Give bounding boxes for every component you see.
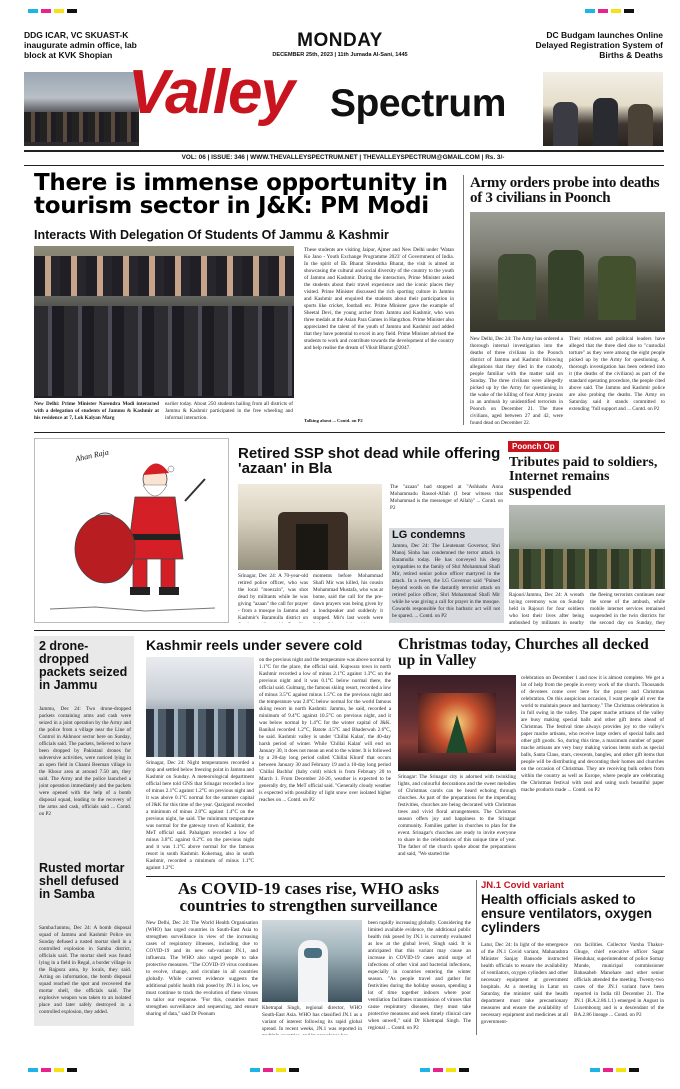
covid-caption: Khetrapal Singh, regional director, WHO South-East Asia. WHO has classified JN.1 as a variant of interest following its rapid global spread. In recent weeks, JN.1 was reported in bbox=[262, 1005, 362, 1033]
masthead-title-spectrum: Spectrum bbox=[330, 82, 506, 125]
cold-text-1: Srinagar, Dec 24: Night temperatures recorded a drop and settled below freezing point in Jammu and Kashmir on Sunday. A meteorological department official here told GNS that Srinagar recorded a low of minus 2.1°C against 1.2°C on previous night and it was above 0.1°C normal for the summer capital of J&K for this time of the year. Qazigund recorded a minimum of minus 2.0°C against 1.4°C on the previous night, he said. The minimum temperature was normal for the gateway town of Kashmir, the MeT official said. Pahalgam recorded a low of minus 3.8°C against 0.2°C on the previous night and it was 1.1°C above normal for the famous resort in south Kashmir. Kokernag, also in south Kashmir, recorded a minimum of minus 1.1°C against 1.2°C bbox=[146, 760, 254, 872]
color-registration-bar bbox=[590, 1068, 639, 1072]
color-registration-bar bbox=[250, 1068, 299, 1072]
masthead-date: DECEMBER 25th, 2023 | 11th Jumada Al-Sani, 1445 bbox=[272, 52, 408, 58]
cold-weather-photo bbox=[146, 657, 254, 757]
tributes-headline[interactable]: Tributes paid to soldiers, Internet remains suspended bbox=[509, 455, 658, 499]
column-divider bbox=[463, 175, 464, 425]
ssp-mosque-photo bbox=[238, 484, 382, 570]
masthead-rule bbox=[24, 165, 664, 166]
jn1-headline[interactable]: Health officials asked to ensure ventilators, oxygen cylinders bbox=[481, 892, 653, 936]
cold-text-2: on the previous night and the temperature was above normal by 1.1°C for the place, the official said. Kupwara town in north Kashmir recorded a low of minus 2.1°C against 1.3°C on the previous night and it was 0.1°C below normal there, the official said. Gulmarg, the famous skiing resort, recorded a low of minus 3.5°C against minus 1.5°C on the previous night and the temperature was 2.0°C below normal for the world famous skiing resort in north Kashmir. Jammu, he said, recorded a minimum of 9.4°C against 10.5°C on previous night, and it was below normal by 1.4°C for the winter capital of J&K. Banihal recorded 1.2°C, Batote 4.5°C and Bhaderwah 2.6°C, he said. Kashmir valley is under 'Chillai Kalan', the 40-day harsh period of winter. While 'Chillai Kalan' will end on January 30, it does not mean an end to the winter. It is followed by a 20-day long period called 'Chillai Khurd' that occurs between January 30 and February 19 and a 10-day long period 'Chillai Bachha' (baby cold) which is from February 20 to March 1. From December 24-26, weather is expected to be generally dry, the MeT official said. "Generally cloudy weather is expected with possibility of light snow over isolated higher reaches on ... Contd. on P2 bbox=[259, 657, 391, 804]
pm-modi-students-photo bbox=[34, 246, 294, 398]
lead-text-1: earlier today. About 250 students hailing from all districts of Jammu & Kashmir participated in the free wheeling and informal interaction. bbox=[165, 401, 293, 422]
covid-testing-photo bbox=[262, 920, 362, 1002]
lg-condemns-text: Jammu, Dec 24: The Lieutenant Governor, Shri Manoj Sinha has condemned the terror attack in Baramulla today. He has conveyed his deep sympathies to the family of Shri Mohammad Shafi Mir, retired senior police officer martyred in the attack. In a tweet, the LG Governor said "Pained beyond words on the dastardly terrorist attack on retired police officer, Shri Mohammad Shafi Mir while he was giving a call for prayer in the mosque. Cowards responsible for this barbaric act will not be spared. ... Contd. on P2 bbox=[392, 543, 500, 620]
wreath-ceremony-photo bbox=[509, 505, 665, 589]
column-divider bbox=[476, 880, 477, 1035]
lg-condemns-headline[interactable]: LG condemns bbox=[392, 529, 466, 541]
right-teaser[interactable]: DC Budgam launches Online Delayed Registration System of Births & Deaths bbox=[535, 30, 663, 61]
christmas-headline[interactable]: Christmas today, Churches all decked up in Valley bbox=[398, 636, 649, 669]
jn1-text-2: run facilities. Collector Varsha Thakur-Ghuge, chief executive officer Sagar Hendukar, superintendent of police Somay Munde, municipal commissioner Babasaheb Manohare and other senior officials attended the meeting. Twenty-two cases of the JN.1 variant have been reported in India till December 21. The JN.1 (B.A.2.86.1.1) emerged in August in Luxembourg and is a descendant of the BA.2.86 lineage ... Contd. on P2 bbox=[574, 942, 664, 1019]
cold-headline[interactable]: Kashmir reels under severe cold bbox=[146, 637, 363, 653]
masthead-info-bar[interactable]: VOL: 06 | ISSUE: 346 | WWW.THEVALLEYSPECTRUM.NET | THEVALLEYSPECTRUM@GMAIL.COM | Rs. 3/- bbox=[181, 154, 505, 161]
church-decorations-photo bbox=[398, 675, 516, 771]
santa-cartoon-illustration bbox=[35, 439, 230, 624]
covid-text-1: New Delhi, Dec 24: The World Health Organisation (WHO) has urged countries in South-East Asia to strengthen surveillance in view of the increasing cases of respiratory illnesses, including due to COVID-19 and its new sub-variant JN.1, and influenza. The WHO also urged people to take protective measures. "The COVID-19 virus continues to evolve, change, and circulate in all countries globally. While current evidence suggests the additional public health risk posed by JN.1 is low, we must continue to track the evolution of these viruses to tailor our response. "For this, countries must strengthen surveillance and sequencing, and ensure sharing of data," said Dr Poonam bbox=[146, 920, 258, 1018]
color-registration-bar bbox=[28, 9, 77, 13]
ssp-text-3: The "azaan" had stopped at "Ashhadu Anna Mohammadu Rasool-Allah (I bear witness that Mohammad is the messenger of Allah)" ... Contd. on P2 bbox=[390, 484, 503, 512]
lead-subhead: Interacts With Delegation Of Students Of Jammu & Kashmir bbox=[34, 228, 389, 242]
tributes-kicker: Poonch Op bbox=[508, 441, 559, 452]
dc-budgam-photo bbox=[543, 72, 663, 146]
cartoon-panel bbox=[34, 438, 229, 623]
covid-text-2: been rapidly increasing globally. Considering the limited available evidence, the additional public health risk posed by JN.1 is currently evaluated as low at the global level, Singh said. It is anticipated that this variant may cause an increase in COVID-19 cases amid surge of infections of other viral and bacterial infections, especially in countries entering the winter season. "As people travel and gather for festivities during the holiday season, spending a lot of time together indoors where poor ventilation facilitates transmission of viruses that cause respiratory diseases, they must take protective measures and seek timely clinical care when unwell," said Dr Khetrapal Singh. The regional ... Contd. on P2 bbox=[368, 920, 471, 1032]
christmas-text-2: celebration on December 1 and now it is almost complete. We get a lot of help from the people in every work of the church. Thousands of devotees come over here for the prayer and Christmas celebration. On this auspicious occasion, I want people all over the world to maintain peace and harmony." The Christmas celebration is in full swing in the valley. The paper mache artisans of the valley are busy making special balls and other gift items ahead of Christmas. The festival time always provides joy to the valley's paper mache artisans, who receive large orders of special balls and other gift goods. So, during this time, a maximum number of paper mache artisans are very busy making various items such as special balls, Santa Claus, stars, crescents, bangles, and other gift items that people will be distributing and decorating their homes and churches on the occasion of Christmas. They are receiving bulk orders from within the country as well as Europe, where people are celebrating the Christmas festival with zeal and using such beautiful paper mache products made ... Contd. on P2 bbox=[521, 675, 664, 794]
cartoonist-signature: Ahan Raja bbox=[74, 447, 110, 464]
army-probe-photo bbox=[470, 212, 665, 332]
left-teaser[interactable]: DDG ICAR, VC SKUAST-K inaugurate admin office, lab block at KVK Shopian bbox=[24, 30, 137, 61]
tributes-text-1: Rajouri/Jammu, Dec 24: A wreath laying ceremony was on Sunday held in Rajouri for four soldiers who lost their lives after being ambushed by militants in nearby bbox=[509, 592, 584, 625]
christmas-text-1: Srinagar: The Srinagar city is adorned with twinkling lights, and colourful decorations and the sweet melodies of Christmas carols can be heard echoing through churches. As part of the preparations for the impending festivities, churches are being decorated with Christmas trees and vivid floral arrangements. The Christmas season offers joy and happiness to the Srinagar community. Families gather in churches to plan for the event. Srinagar's churches are ready to invite everyone to share in the celebrations of this unique time of year. The father of the church spoke about the preparations and said, "We started the bbox=[398, 774, 516, 858]
lead-continued[interactable]: Talking about ... Contd. on P2 bbox=[304, 418, 363, 423]
ddg-icar-photo bbox=[24, 72, 139, 146]
color-registration-bar bbox=[420, 1068, 469, 1072]
jn1-text-1: Latur, Dec 24: In light of the emergence of the JN.1 Covid variant, Maharashtra Minister Sanjay Bansode instructed health officials to ensure the availability of ventilators, oxygen cylinders and other necessary equipment at government hospitals. At a meeting in Latur on Saturday, the minister said the health department must take precautionary measures and ensure the availability of necessary equipment and medicines at all government- bbox=[481, 942, 568, 1026]
color-registration-bar bbox=[585, 9, 634, 13]
ssp-headline[interactable]: Retired SSP shot dead while offering 'azaan' in Bla bbox=[238, 445, 501, 478]
jn1-kicker: JN.1 Covid variant bbox=[481, 880, 564, 891]
covid-headline[interactable]: As COVID-19 cases rise, WHO asks countries to strengthen surveillance bbox=[177, 879, 440, 916]
masthead-rule bbox=[24, 150, 664, 152]
lead-text-2: These students are visiting Jaipur, Ajmer and New Delhi under 'Watan Ko Jano - Youth Exchange Programme 2023' of Government of India. In the spirit of Ek Bharat Shreshtha Bharat, the visit is aimed at showcasing the cultural and social diversity of the country to the youth of Jammu and Kashmir. During the interaction, Prime Minister asked the students about their travel experience and the iconic places they visited. Prime Minister discussed the rich sporting culture in Jammu and Kashmir and enquired the students about their participation in sports like cricket, football etc. Prime Minister gave the example of Sheetal Devi, the young archer from Jammu and Kashmir, who won three medals at the Asian Para Games in Hangzhou. Prime Minister also appreciated the talent of the youth of Jammu and Kashmir and added that they have potential to excel in any field. Prime Minister advised the students to work and contribute towards the development of the country and help realise the dream of Viksit Bharat @2047. bbox=[304, 247, 454, 352]
section-rule bbox=[146, 876, 665, 877]
drones-text: Jammu, Dec 24: Two drone-dropped packets containing arms and cash were seized in a joint operation by the Army and the police from a village near the Line of Control in Akhnoor sector here on Sunday, officials said. The packets, believed to have been dropped by Pakistani drones for subversive activities, were noticed lying in an open field in Channi Beeman village in the Khour area at around 7.50 am, they said. The Army and the police launched a joint operation immediately and the packets were opened with the help of a bomb disposal squad, leading to the recovery of the arms and cash, officials said ... Contd. on P2 bbox=[39, 706, 131, 818]
drones-headline[interactable]: 2 drone-dropped packets seized in Jammu bbox=[39, 639, 128, 693]
section-rule bbox=[34, 630, 665, 631]
poonch-text-1: New Delhi, Dec 24: The Army has ordered a thorough internal investigation into the deaths of three civilians in the Poonch district of Jammu and Kashmir following allegations that they died in the custody, people familiar with the matter said on Sunday. The three civilians were allegedly picked up by the Army for questioning in the wake of the killing of four Army jawans in an ambush by unidentified terrorists in Poonch on December 21. The three civilians, aged between 27 and 42, were found dead on December 22. bbox=[470, 336, 563, 426]
masthead-day: MONDAY bbox=[297, 30, 383, 51]
tributes-text-2: the fleeing terrorists continues near the scene of the ambush, while mobile internet services remained suspended in the twin districts for the second day on Sunday, they bbox=[590, 592, 665, 625]
lead-headline[interactable]: There is immense opportunity in tourism sector in J&K: PM Modi bbox=[34, 170, 448, 219]
lead-photo-caption: New Delhi: Prime Minister Narendra Modi interacted with a delegation of students of Jammu & Kashmir at his residence at 7, Lok Kalyan Marg bbox=[34, 401, 159, 422]
color-registration-bar bbox=[28, 1068, 77, 1072]
poonch-headline[interactable]: Army orders probe into deaths of 3 civilians in Poonch bbox=[470, 175, 660, 207]
mortar-headline[interactable]: Rusted mortar shell defused in Samba bbox=[39, 861, 125, 902]
mortar-text: Samba/Jammu, Dec 24: A bomb disposal squad of Jammu and Kashmir Police on Sunday defused a rusted mortar shell in a controlled explosion in Samba district, officials said. The mortar shell was found lying in a field in Regal, a border village in the Rajpura area, by locals, they said. Acting on information, the bomb disposal squad reached the spot and recovered the mortar shell, the officials said. The explosive weapon was taken to an isolated place and later safely destroyed in a controlled explosion, they added. bbox=[39, 925, 131, 1016]
section-rule bbox=[34, 432, 665, 433]
masthead-title-valley: Valley bbox=[128, 58, 293, 127]
poonch-text-2: Their relatives and political leaders have alleged that the three died due to "custodial torture" as they were among the eight people picked up by the Army for questioning. A thorough investigation has been ordered into it (the deaths of the civilians) as part of the standard operating procedure, the people cited above said. The Jammu and Kashmir police are also probing the deaths. The Army on Saturday said it stands committed to extending "full support and ... Contd. on P2 bbox=[569, 336, 665, 413]
ssp-text-2: moments before Mohammad Shafi Mir was killed, his cousin Mohammad Mustafa, who was at home, said the call for the pre-dawn prayers was being given by a loudspeaker and suddenly it stopped. Mir's last words were bbox=[313, 573, 383, 622]
ssp-text-1: Srinagar, Dec 24: A 70-year-old retired police officer, who was the local "moezzin", was shot dead by militants while he was giving "azaan" the call for prayer - from a mosque in Jammu and Kashmir's Baramulla district on bbox=[238, 573, 308, 622]
